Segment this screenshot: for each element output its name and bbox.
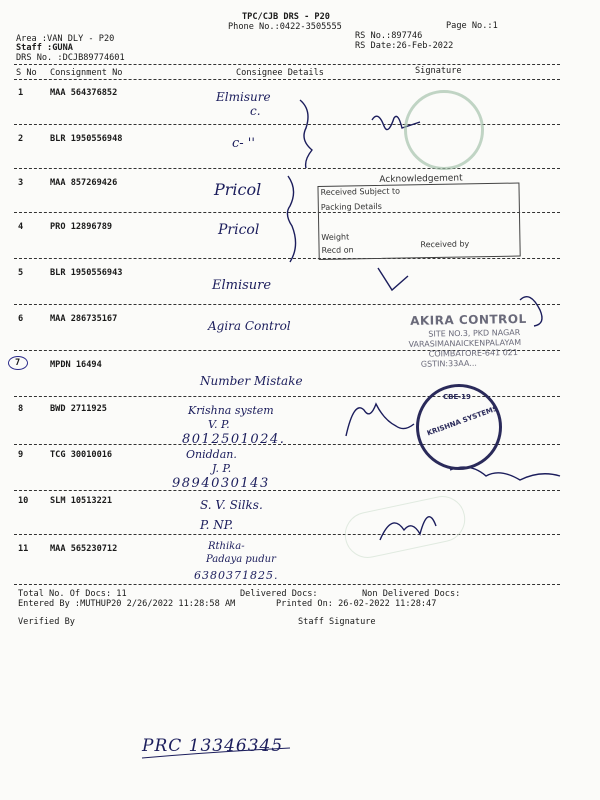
row-consignment: MAA 565230712 [50,544,118,554]
col-signature: Signature [415,66,462,76]
entered-by: Entered By :MUTHUP20 2/26/2022 11:28:58 AM [18,599,236,609]
staff-signature: Staff Signature [298,617,376,627]
brace-stroke [300,100,312,168]
handwriting: Rthika- [208,541,245,552]
handwriting: Oniddan. [186,448,237,461]
akira-line: COIMBATORE-641 021 [428,348,519,359]
handwriting: J. P. [212,462,232,475]
row-sno: 9 [18,450,24,460]
acknowledgement-stamp [317,172,550,260]
krishna-stamp [416,384,502,470]
phone-number: Phone No.:0422-3505555 [228,22,342,32]
drs-number: DRS No. :DCJB89774601 [16,53,125,63]
handwriting: Pricol [218,222,260,238]
ack-packing: Packing Details [320,201,382,212]
handwriting: Krishna system [188,404,274,417]
row-consignment: BLR 1950556948 [50,134,123,144]
row-consignment: MAA 857269426 [50,178,118,188]
signature-scribble [378,268,408,290]
signature-scribble [346,404,414,436]
row-sno: 2 [18,134,24,144]
row-sno: 11 [18,544,29,554]
krishna-code: CBE-19 [443,393,471,401]
col-sno: S No [16,68,37,78]
handwriting: S. V. Silks. [200,498,263,512]
brace-stroke [287,176,295,262]
staff-label: Staff :GUNA [16,43,73,53]
page-number: Page No.:1 [446,21,498,31]
row-sno: 1 [18,88,24,98]
handwriting: 8012501024. [182,432,286,447]
row-sno: 5 [18,268,24,278]
row-sno: 6 [18,314,24,324]
row-sno: 8 [18,404,24,414]
row-consignment: MAA 286735167 [50,314,118,324]
row-consignment: BLR 1950556943 [50,268,123,278]
row-consignment: SLM 10513221 [50,496,113,506]
akira-line: AKIRA CONTROL [409,311,527,328]
row-sno: 3 [18,178,24,188]
delivered-docs: Delivered Docs: [240,589,318,599]
handwriting: 9894030143 [172,476,270,491]
row-sno: 10 [18,496,29,506]
verified-by: Verified By [18,617,75,627]
doc-title: TPC/CJB DRS - P20 [242,12,330,22]
row-consignment: BWD 2711925 [50,404,107,414]
handwriting: c. [250,104,261,118]
ack-recd-on: Recd on [321,245,354,255]
akira-line: GSTIN:33AA... [420,358,477,369]
area-label: Area :VAN DLY - P20 [16,34,115,44]
row-consignment: MPDN 16494 [50,360,102,370]
handwriting: Number Mistake [200,374,303,388]
akira-line: SITE NO.3, PKD NAGAR [428,327,521,339]
row-consignment: PRO 12896789 [50,222,113,232]
rs-number: RS No.:897746 [355,31,423,41]
col-consignment: Consignment No [50,68,123,78]
row-consignment: MAA 564376852 [50,88,118,98]
row-consignment: TCG 30010016 [50,450,113,460]
ack-title: Acknowledgement [379,173,463,185]
col-consignee: Consignee Details [236,68,324,78]
printed-on: Printed On: 26-02-2022 11:28:47 [276,599,437,609]
row-sno: 4 [18,222,24,232]
handwriting: Pricol [214,180,262,199]
akira-line: VARASIMANAICKENPALAYAM [408,337,522,349]
handwriting: c- '' [232,136,255,151]
total-docs: Total No. Of Docs: 11 [18,589,127,599]
ack-received: Received Subject to [320,186,401,197]
ack-weight: Weight [321,232,350,242]
non-delivered-docs: Non Delivered Docs: [362,589,461,599]
rs-date: RS Date:26-Feb-2022 [355,41,454,51]
handwriting: Elmisure [212,278,272,293]
handwriting: Agira Control [208,319,291,333]
ack-received-by: Received by [420,239,470,250]
handwriting: P. NP. [200,518,234,532]
handwriting: V. P. [208,418,230,431]
handwriting: 6380371825. [194,569,279,582]
row-sno: 7 [15,358,21,368]
krishna-text: KRISHNA SYSTEMS [425,404,499,438]
handwriting: Elmisure [216,90,271,104]
round-stamp [404,90,484,170]
bottom-note: PRC 13346345 [142,736,284,756]
handwriting: Padaya pudur [206,554,276,565]
